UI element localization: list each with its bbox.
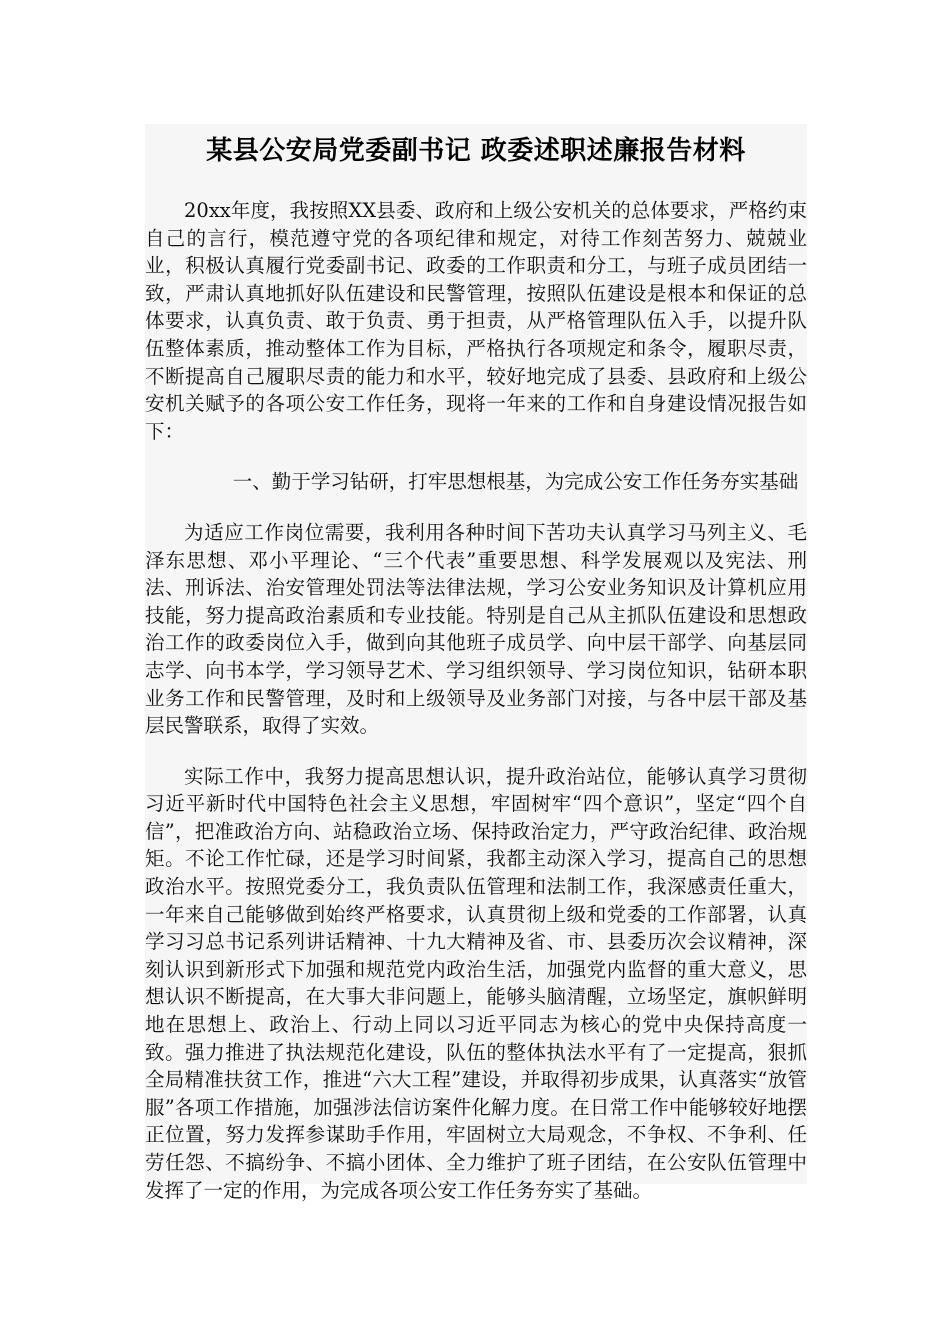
document-title: 某县公安局党委副书记 政委述职述廉报告材料 [206,136,746,166]
paragraph-study: 为适应工作岗位需要，我利用各种时间下苦功夫认真学习马列主义、毛泽东思想、邓小平理论、“三个代表”重要思想、科学发展观以及宪法、刑法、刑诉法、治安管理处罚法等法律法规，学习公安业务知识及计算机应用技能，努力提高政治素质和专业技能。特别是自己从主抓队伍建设和思想政治工作的政委岗位入手，做到向其他班子成员学、向中层干部学、向基层同志学、向书本学，学习领导艺术、学习组织领导、学习岗位知识，钻研本职业务工作和民警管理，及时和上级领导及业务部门对接，与各中层干部及基层民警联系，取得了实效。 [145,520,807,738]
paragraph-intro: 20xx年度，我按照XX县委、政府和上级公安机关的总体要求，严格约束自己的言行，模范遵守党的各项纪律和规定，对待工作刻苦努力、兢兢业业，积极认真履行党委副书记、政委的工作职责和分工，与班子成员团结一致，严肃认真地抓好队伍建设和民警管理，按照队伍建设是根本和保证的总体要求，认真负责、敢于负责、勇于担责，从严格管理队伍入手，以提升队伍整体素质，推动整体工作为目标，严格执行各项规定和条令，履职尽责，不断提高自己履职尽责的能力和水平，较好地完成了县委、县政府和上级公安机关赋予的各项公安工作任务，现将一年来的工作和自身建设情况报告如下： [145,199,807,443]
section-heading-1: 一、勤于学习钻研，打牢思想根基，为完成公安工作任务夯实基础 [232,470,799,494]
document-body [145,124,807,1202]
paragraph-practice: 实际工作中，我努力提高思想认识，提升政治站位，能够认真学习贯彻习近平新时代中国特色社会主义思想，牢固树牢“四个意识”，坚定“四个自信”，把准政治方向、站稳政治立场、保持政治定力，严守政治纪律、政治规矩。不论工作忙碌，还是学习时间紧，我都主动深入学习，提高自己的思想政治水平。按照党委分工，我负责队伍管理和法制工作，我深感责任重大，一年来自己能够做到始终严格要求，认真贯彻上级和党委的工作部署，认真学习习总书记系列讲话精神、十九大精神及省、市、县委历次会议精神，深刻认识到新形式下加强和规范党内政治生活，加强党内监督的重大意义，思想认识不断提高，在大事大非问题上，能够头脑清醒，立场坚定，旗帜鲜明地在思想上、政治上、行动上同以习近平同志为核心的党中央保持高度一致。强力推进了执法规范化建设，队伍的整体执法水平有了一定提高，狠抓全局精准扶贫工作，推进“六大工程”建设，并取得初步成果，认真落实“放管服”各项工作措施，加强涉法信访案件化解力度。在日常工作中能够较好地摆正位置，努力发挥参谋助手作用，牢固树立大局观念，不争权、不争利、任劳任怨、不搞纷争、不搞小团体、全力维护了班子团结，在公安队伍管理中发挥了一定的作用，为完成各项公安工作任务夯实了基础。 [145,764,807,1202]
